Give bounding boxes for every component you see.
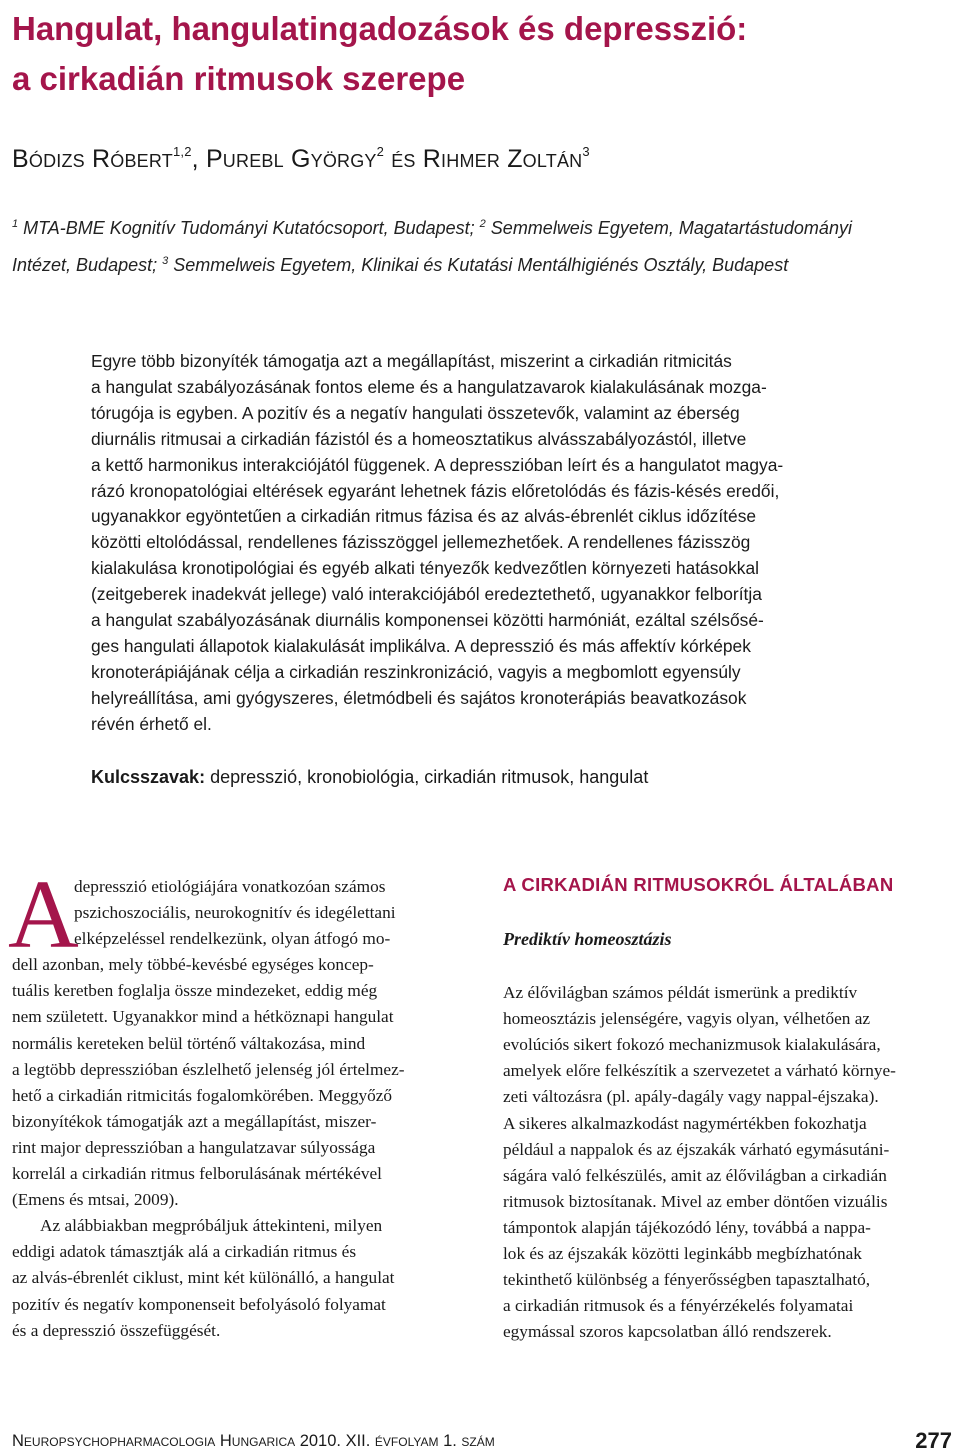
- right-column-line: zeti változásra (pl. apály-dagály vagy nappal-éjszaka).: [503, 1087, 879, 1107]
- right-column-line: a cirkadián ritmusok és a fényérzékelés folyamatai: [503, 1296, 854, 1316]
- affiliation-line-2: [12, 245, 952, 282]
- keywords-text: depresszió, kronobiológia, cirkadián ritmusok, hangulat: [205, 767, 649, 787]
- affiliations: [12, 208, 952, 282]
- abstract-line: kronoterápiájának célja a cirkadián reszinkronizáció, vagyis a megbomlott egyensúly: [91, 661, 741, 682]
- affiliation-text-2: Semmelweis Egyetem, Magatartástudományi: [485, 218, 852, 238]
- abstract-line: helyreállítása, ami gyógyszeres, életmódbeli és sajátos kronoterápiás beavatkozások: [91, 687, 747, 708]
- left-column-line: pozitív és negatív komponenseit befolyásoló folyamat: [12, 1294, 386, 1314]
- affiliation-text-1: MTA-BME Kognitív Tudományi Kutatócsoport, Budapest;: [18, 218, 480, 238]
- author-2-affiliation: 2: [376, 144, 385, 159]
- affiliation-marker-3: 3: [162, 255, 169, 267]
- left-column-line: a legtöbb depresszióban észlelhető jelenség jól értelmez-: [12, 1059, 405, 1079]
- abstract-line: ugyanakkor egyöntetűen a cirkadián ritmus fázisa és az alvás-ébrenlét ciklus időzítése: [91, 506, 757, 527]
- title-line-2: a cirkadián ritmusok szerepe: [12, 60, 466, 97]
- page-footer: [12, 1428, 952, 1454]
- affiliation-marker-1: 1: [12, 218, 19, 230]
- author-list: [12, 144, 590, 174]
- affiliation-marker-2: 2: [479, 218, 486, 230]
- right-column-line: egymással szoros kapcsolatban álló rendszerek.: [503, 1322, 832, 1342]
- left-column-line: bizonyítékok támogatják azt a megállapítást, miszer-: [12, 1111, 377, 1131]
- right-column-line: lok és az éjszakák közötti leginkább megbízhatónak: [503, 1244, 862, 1264]
- right-column-line: tekinthető különbség a fényerősségben tapasztalható,: [503, 1270, 871, 1290]
- abstract-line: (zeitgeberek inadekvát jellege) való interakciójából eredeztethető, ugyanakkor felborítja: [91, 584, 762, 605]
- right-column-line: A sikeres alkalmazkodást nagymértékben fokozhatja: [503, 1113, 867, 1133]
- left-column-line: elképzeléssel rendelkezünk, olyan átfogó mo-: [74, 929, 391, 949]
- left-column-line: nem született. Ugyanakkor mind a hétköznapi hangulat: [12, 1007, 394, 1027]
- section-heading: A CIRKADIÁN RITMUSOKRÓL ÁLTALÁBAN: [503, 874, 894, 895]
- right-column-line: evolúciós sikert fokozó mechanizmusok kialakulására,: [503, 1035, 881, 1055]
- left-column-line: hető a cirkadián ritmicitás fogalomkörében. Meggyőző: [12, 1085, 393, 1105]
- left-column-line: korrelál a cirkadián ritmus felborulásának mértékével: [12, 1164, 382, 1184]
- author-3: Rihmer Zoltán: [422, 145, 583, 173]
- keywords: [91, 767, 648, 788]
- author-3-affiliation: 3: [582, 144, 590, 159]
- left-column-line: Az alábbiakban megpróbáljuk áttekinteni, milyen: [40, 1216, 383, 1236]
- right-column-line: ságára való felkészülés, amit az élővilágban a cirkadián: [503, 1165, 887, 1185]
- affiliation-text-4: Semmelweis Egyetem, Klinikai és Kutatási Mentálhigiénés Osztály, Budapest: [168, 255, 789, 275]
- left-column-line: tuális keretben foglalja össze mindezeket, eddig még: [12, 981, 378, 1001]
- left-column-line: rint major depresszióban a hangulatzavar súlyossága: [12, 1137, 376, 1157]
- journal-citation: Neuropsychopharmacologia Hungarica 2010. XII. évfolyam 1. szám: [12, 1432, 495, 1450]
- left-column-line: eddigi adatok támasztják alá a cirkadián ritmus és: [12, 1242, 357, 1262]
- right-column-line: ritmusok biztosítanak. Mivel az ember döntően vizuális: [503, 1191, 888, 1211]
- left-column-line: dell azonban, mely többé-kevésbé egységes koncep-: [12, 955, 374, 975]
- right-column-line: amelyek előre felkészítik a szervezetet a várható környe-: [503, 1061, 896, 1081]
- abstract-line: kialakulása kronotipológiai és egyéb alkati tényezők kedvezőtlen környezeti hatásokkal: [91, 558, 760, 579]
- title-line-1: Hangulat, hangulatingadozások és depresszió:: [12, 10, 748, 47]
- subsection-heading: Prediktív homeosztázis: [503, 929, 672, 949]
- article-title: [12, 4, 942, 104]
- right-column-line: homeosztázis jelenségére, vagyis olyan, vélhetően az: [503, 1009, 871, 1029]
- abstract-line: révén érhető el.: [91, 713, 212, 734]
- author-separator-2: és: [384, 145, 423, 173]
- author-1-affiliation: 1,2: [172, 144, 192, 159]
- abstract-line: közötti eltolódással, rendellenes fázisszöggel jellemezhetőek. A rendellenes fázisszög: [91, 532, 751, 553]
- left-column-line: normális kereteken belül történő váltakozása, mind: [12, 1033, 366, 1053]
- left-column-line: az alvás-ébrenlét ciklust, mint két különálló, a hangulat: [12, 1268, 395, 1288]
- left-column-line: pszichoszociális, neurokognitív és idegélettani: [74, 903, 396, 923]
- abstract-line: a kettő harmonikus interakciójától függenek. A depresszióban leírt és a hangulatot magya-: [91, 454, 784, 475]
- author-2: Purebl György: [205, 145, 377, 173]
- page-number: 277: [915, 1428, 952, 1453]
- body-column-left: [12, 874, 464, 1344]
- right-column-line: Az élővilágban számos példát ismerünk a prediktív: [503, 983, 858, 1003]
- abstract-line: tórugója is egyben. A pozitív és a negatív hangulati összetevők, valamint az éberség: [91, 402, 740, 423]
- abstract-line: rázó kronopatológiai eltérések egyaránt lehetnek fázis előretolódás és fázis-késés eredői,: [91, 480, 780, 501]
- affiliation-text-3: Intézet, Budapest;: [12, 255, 163, 275]
- left-column-line: depresszió etiológiájára vonatkozóan számos: [74, 877, 386, 896]
- right-column-text: [503, 980, 953, 1345]
- right-column-line: például a nappalok és az éjszakák várható egymásutáni-: [503, 1139, 890, 1159]
- abstract: [91, 349, 881, 738]
- abstract-line: ges hangulati állapotok kialakulását implikálva. A depresszió és más affektív kórképek: [91, 635, 751, 656]
- abstract-line: a hangulat szabályozásának fontos eleme és a hangulatzavarok kialakulásának mozga-: [91, 376, 767, 397]
- affiliation-line-1: [12, 208, 952, 245]
- author-1: Bódizs Róbert: [12, 145, 173, 173]
- left-column-line: és a depresszió összefüggését.: [12, 1320, 221, 1340]
- abstract-line: diurnális ritmusai a cirkadián fázistól és a homeosztatikus alvásszabályozástól, illetve: [91, 428, 747, 449]
- right-column-line: támpontok alapján tájékozódó lény, továbbá a nappa-: [503, 1217, 871, 1237]
- drop-cap: A: [8, 861, 79, 969]
- body-column-right: [503, 872, 953, 1345]
- abstract-line: Egyre több bizonyíték támogatja azt a megállapítást, miszerint a cirkadián ritmicitás: [91, 351, 732, 371]
- left-column-line: (Emens és mtsai, 2009).: [12, 1190, 179, 1210]
- abstract-line: a hangulat szabályozásának diurnális komponensei közötti harmóniát, ezáltal szélsősé-: [91, 610, 764, 631]
- keywords-label: Kulcsszavak:: [91, 767, 206, 787]
- author-separator-1: ,: [191, 145, 206, 173]
